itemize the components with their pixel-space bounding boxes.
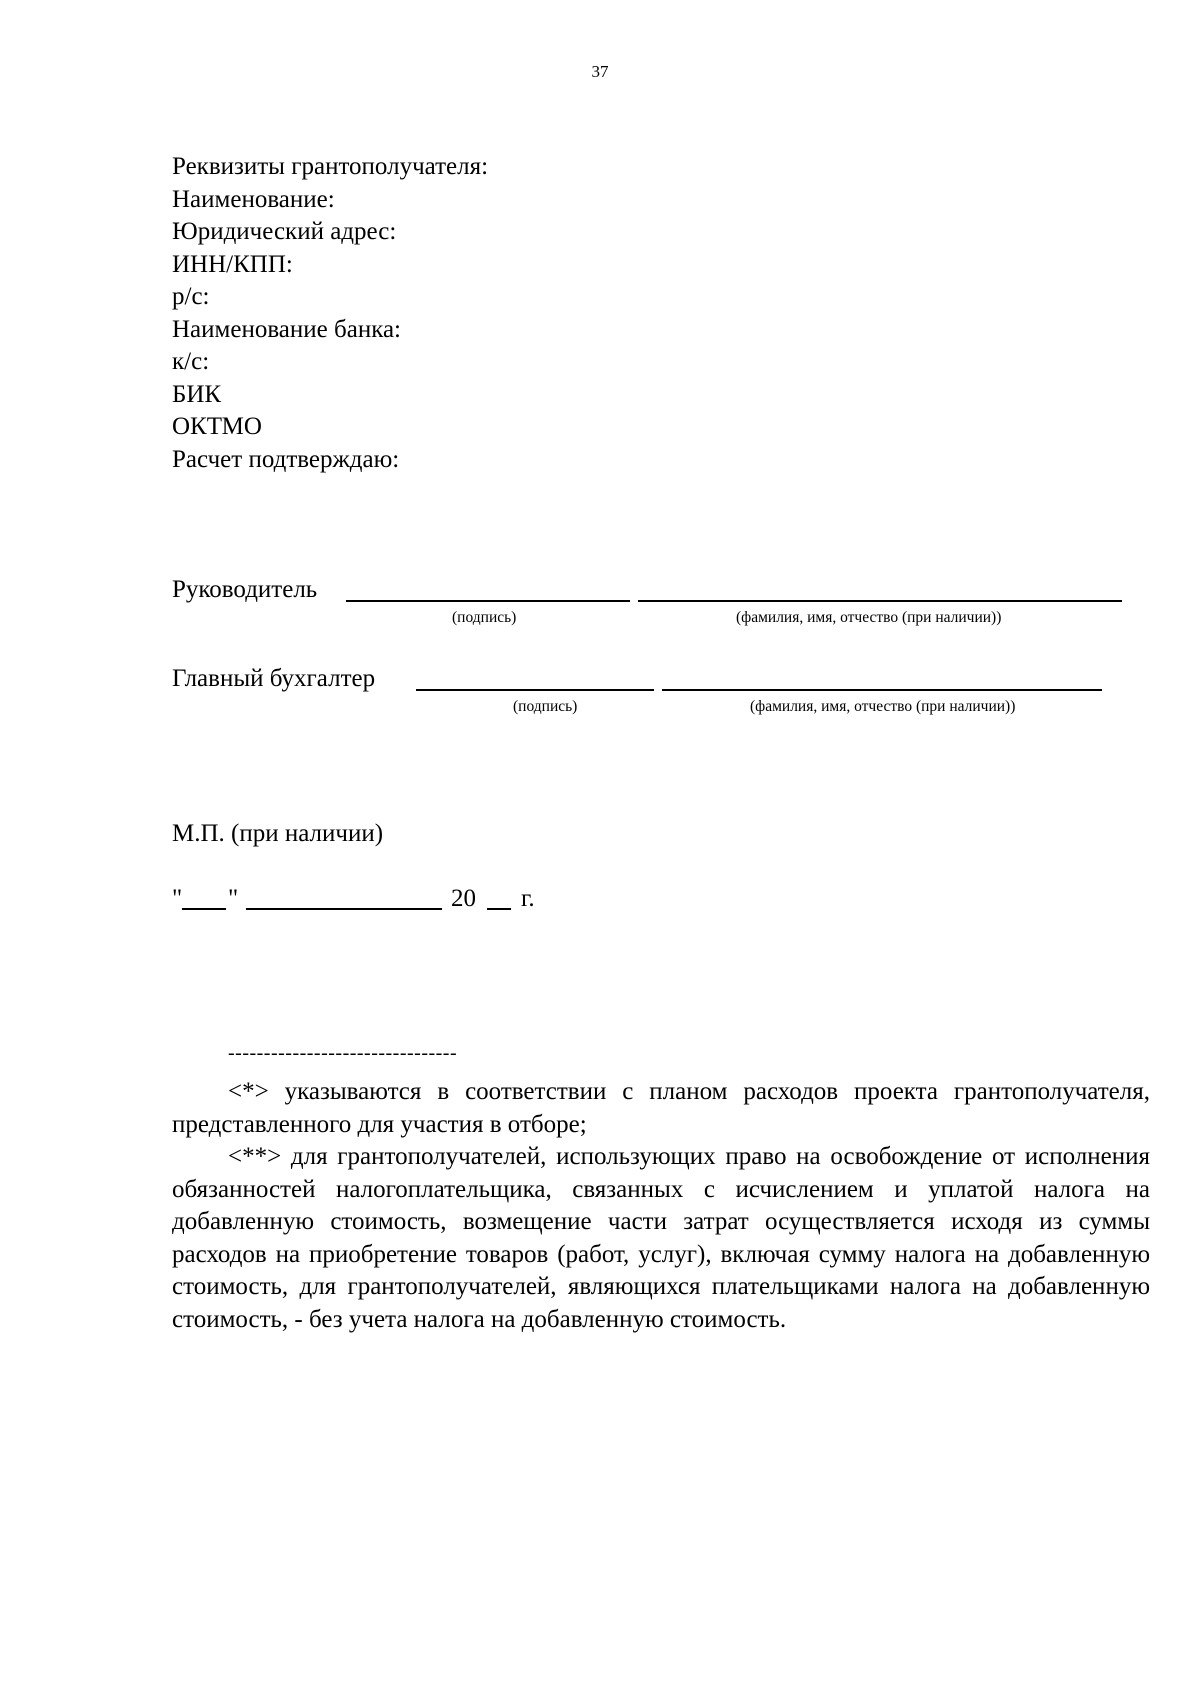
field-inn-kpp: ИНН/КПП: [172,250,293,278]
head-label: Руководитель [172,576,318,603]
requisites-block [172,151,488,476]
accountant-name-line [662,689,1102,691]
date-day-line [182,908,226,910]
accountant-signature-caption: (подпись) [513,698,578,715]
date-year-prefix: 20 [451,885,476,912]
date-quote-close: " [228,885,239,912]
accountant-label: Главный бухгалтер [172,665,376,692]
accountant-name-caption: (фамилия, имя, отчество (при наличии)) [750,698,1016,715]
stamp-placeholder: М.П. (при наличии) [172,820,384,847]
field-bik: БИК [172,380,222,408]
date-year-suffix: г. [521,885,535,912]
date-month-line [246,908,442,910]
head-signature-line [346,600,630,602]
footnote-2: <**> для грантополучателей, использующих право на освобождение от исполнения обязанностей налогоплательщика, связанных с исчислением и уплатой налога на добавленную стоимость, возмещение части затрат осуществляется исходя из суммы расходов на приобретение товаров (работ, услуг), включая сумму налога на добавленную стоимость, для грантополучателей, являющихся плательщиками налога на добавленную стоимость, - без учета налога на добавленную стоимость. [172,1143,1150,1333]
field-name: Наименование: [172,185,335,213]
head-name-line [638,600,1122,602]
field-account: р/с: [172,283,210,310]
field-calculation-confirm: Расчет подтверждаю: [172,445,400,473]
requisites-heading: Реквизиты грантополучателя: [172,153,489,180]
footnotes-block [172,1076,1150,1336]
field-oktmo: ОКТМО [172,413,262,440]
date-quote-open: " [172,885,183,912]
date-year-line [487,908,511,910]
head-name-caption: (фамилия, имя, отчество (при наличии)) [736,609,1002,626]
page-number: 37 [591,62,609,81]
head-signature-caption: (подпись) [452,609,517,626]
footnote-separator: -------------------------------- [228,1042,458,1064]
field-legal-address: Юридический адрес: [172,218,397,245]
field-corr-account: к/с: [172,348,210,375]
field-bank-name: Наименование банка: [172,315,402,343]
footnote-1: <*> указываются в соответствии с планом расходов проекта грантополучателя, представленного для участия в отборе; [172,1078,1150,1138]
accountant-signature-line [416,689,654,691]
